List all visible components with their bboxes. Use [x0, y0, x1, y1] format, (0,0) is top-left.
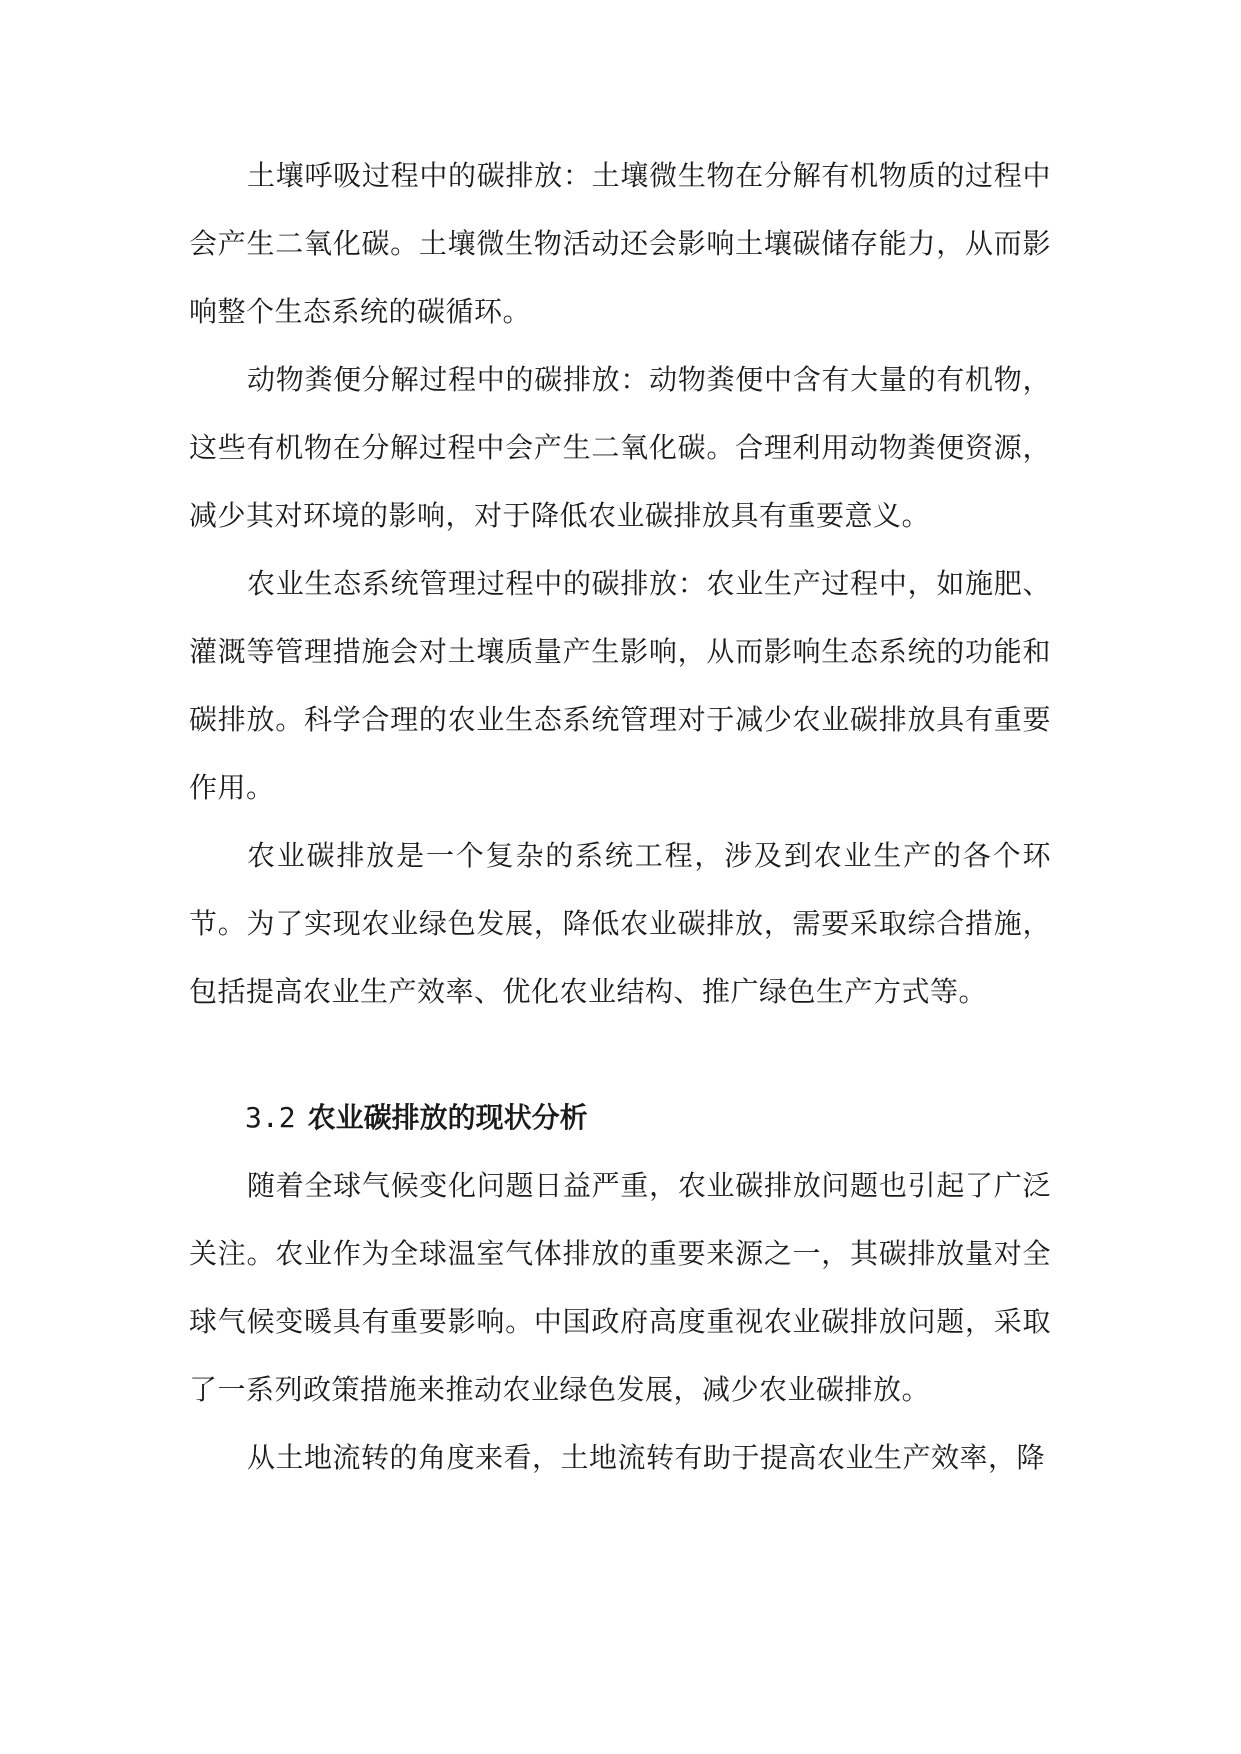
paragraph-systems-engineering: 农业碳排放是一个复杂的系统工程，涉及到农业生产的各个环节。为了实现农业绿色发展，降低农业碳排放，需要采取综合措施，包括提高农业生产效率、优化农业结构、推广绿色生产方式等。 [189, 839, 1051, 1008]
paragraph-current-status: 随着全球气候变化问题日益严重，农业碳排放问题也引起了广泛关注。农业作为全球温室气体排放的重要来源之一，其碳排放量对全球气候变暖具有重要影响。中国政府高度重视农业碳排放问题，采取了一系列政策措施来推动农业绿色发展，减少农业碳排放。 [189, 1169, 1051, 1406]
section-number: 3.2 [245, 1101, 296, 1134]
document-body [189, 142, 1051, 1492]
section-heading [189, 1084, 1051, 1152]
paragraph-soil-respiration: 土壤呼吸过程中的碳排放：土壤微生物在分解有机物质的过程中会产生二氧化碳。土壤微生物活动还会影响土壤碳储存能力，从而影响整个生态系统的碳循环。 [189, 159, 1051, 328]
paragraph-manure-decomposition: 动物粪便分解过程中的碳排放：动物粪便中含有大量的有机物，这些有机物在分解过程中会产生二氧化碳。合理利用动物粪便资源，减少其对环境的影响，对于降低农业碳排放具有重要意义。 [189, 363, 1051, 532]
section-title: 农业碳排放的现状分析 [307, 1101, 588, 1134]
paragraph-land-transfer: 从土地流转的角度来看，土地流转有助于提高农业生产效率，降 [247, 1441, 1046, 1474]
paragraph-ecosystem-management: 农业生态系统管理过程中的碳排放：农业生产过程中，如施肥、灌溉等管理措施会对土壤质量产生影响，从而影响生态系统的功能和碳排放。科学合理的农业生态系统管理对于减少农业碳排放具有重要作用。 [189, 567, 1051, 804]
